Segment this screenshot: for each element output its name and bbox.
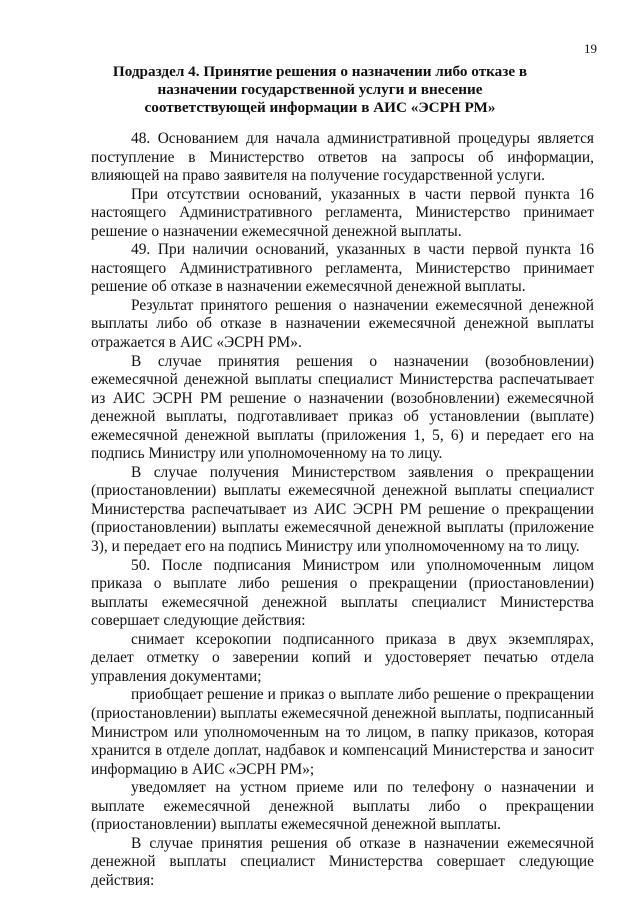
paragraph: Результат принятого решения о назначении ежемесячной денежной выплаты либо об отказе в назначении ежемесячной денежной выплаты отражается в АИС «ЭСРН РМ».: [91, 296, 594, 352]
paragraph: В случае получения Министерством заявления о прекращении (приостановлении) выплаты ежемесячной денежной выплаты специалист Министерства распечатывает из АИС ЭСРН РМ решение о прекращении (приостановлении) выплаты ежемесячной денежной выплаты (приложение 3), и передает его на подпись Министру или уполномоченному на то лицу.: [91, 463, 594, 556]
section-heading: Подраздел 4. Принятие решения о назначении либо отказе в назначении государственной услуги и внесение соответствующей информации в АИС «ЭСРН РМ»: [112, 63, 528, 116]
paragraph: 50. После подписания Министром или уполномоченным лицом приказа о выплате либо решения о прекращении (приостановлении) выплаты ежемесячной денежной выплаты специалист Министерства совершает следующие действия:: [91, 556, 594, 630]
list-item: снимает ксерокопии подписанного приказа в двух экземплярах, делает отметку о заверении копий и удостоверяет печатью отдела управления документами;: [91, 630, 594, 685]
document-body: [91, 130, 594, 890]
list-item: приобщает решение и приказ о выплате либо решение о прекращении (приостановлении) выплаты ежемесячной денежной выплаты, подписанный Министром или уполномоченным на то лицом, в папку приказов, которая хранится в отделе доплат, надбавок и компенсаций Министерства и заносит информацию в АИС «ЭСРН РМ»;: [91, 686, 594, 778]
page-number: 19: [584, 41, 597, 56]
paragraph: В случае принятия решения о назначении (возобновлении) ежемесячной денежной выплаты специалист Министерства распечатывает из АИС ЭСРН РМ решение о назначении (возобновлении) ежемесячной денежной выплаты, подготавливает приказ об установлении (выплате) ежемесячной денежной выплаты (приложения 1, 5, 6) и передает его на подпись Министру или уполномоченному на то лицу.: [91, 352, 594, 463]
paragraph: 48. Основанием для начала административной процедуры является поступление в Министерство ответов на запросы об информации, влияющей на право заявителя на получение государственной услуги.: [91, 130, 594, 185]
paragraph: 49. При наличии оснований, указанных в части первой пункта 16 настоящего Административного регламента, Министерство принимает решение об отказе в назначении ежемесячной денежной выплаты.: [91, 241, 594, 296]
paragraph: При отсутствии оснований, указанных в части первой пункта 16 настоящего Административного регламента, Министерство принимает решение о назначении ежемесячной денежной выплаты.: [91, 185, 594, 240]
paragraph: В случае принятия решения об отказе в назначении ежемесячной денежной выплаты специалист Министерства совершает следующие действия:: [91, 834, 594, 889]
list-item: уведомляет на устном приеме или по телефону о назначении и выплате ежемесячной денежной выплаты либо о прекращении (приостановлении) выплаты ежемесячной денежной выплаты.: [91, 779, 594, 834]
